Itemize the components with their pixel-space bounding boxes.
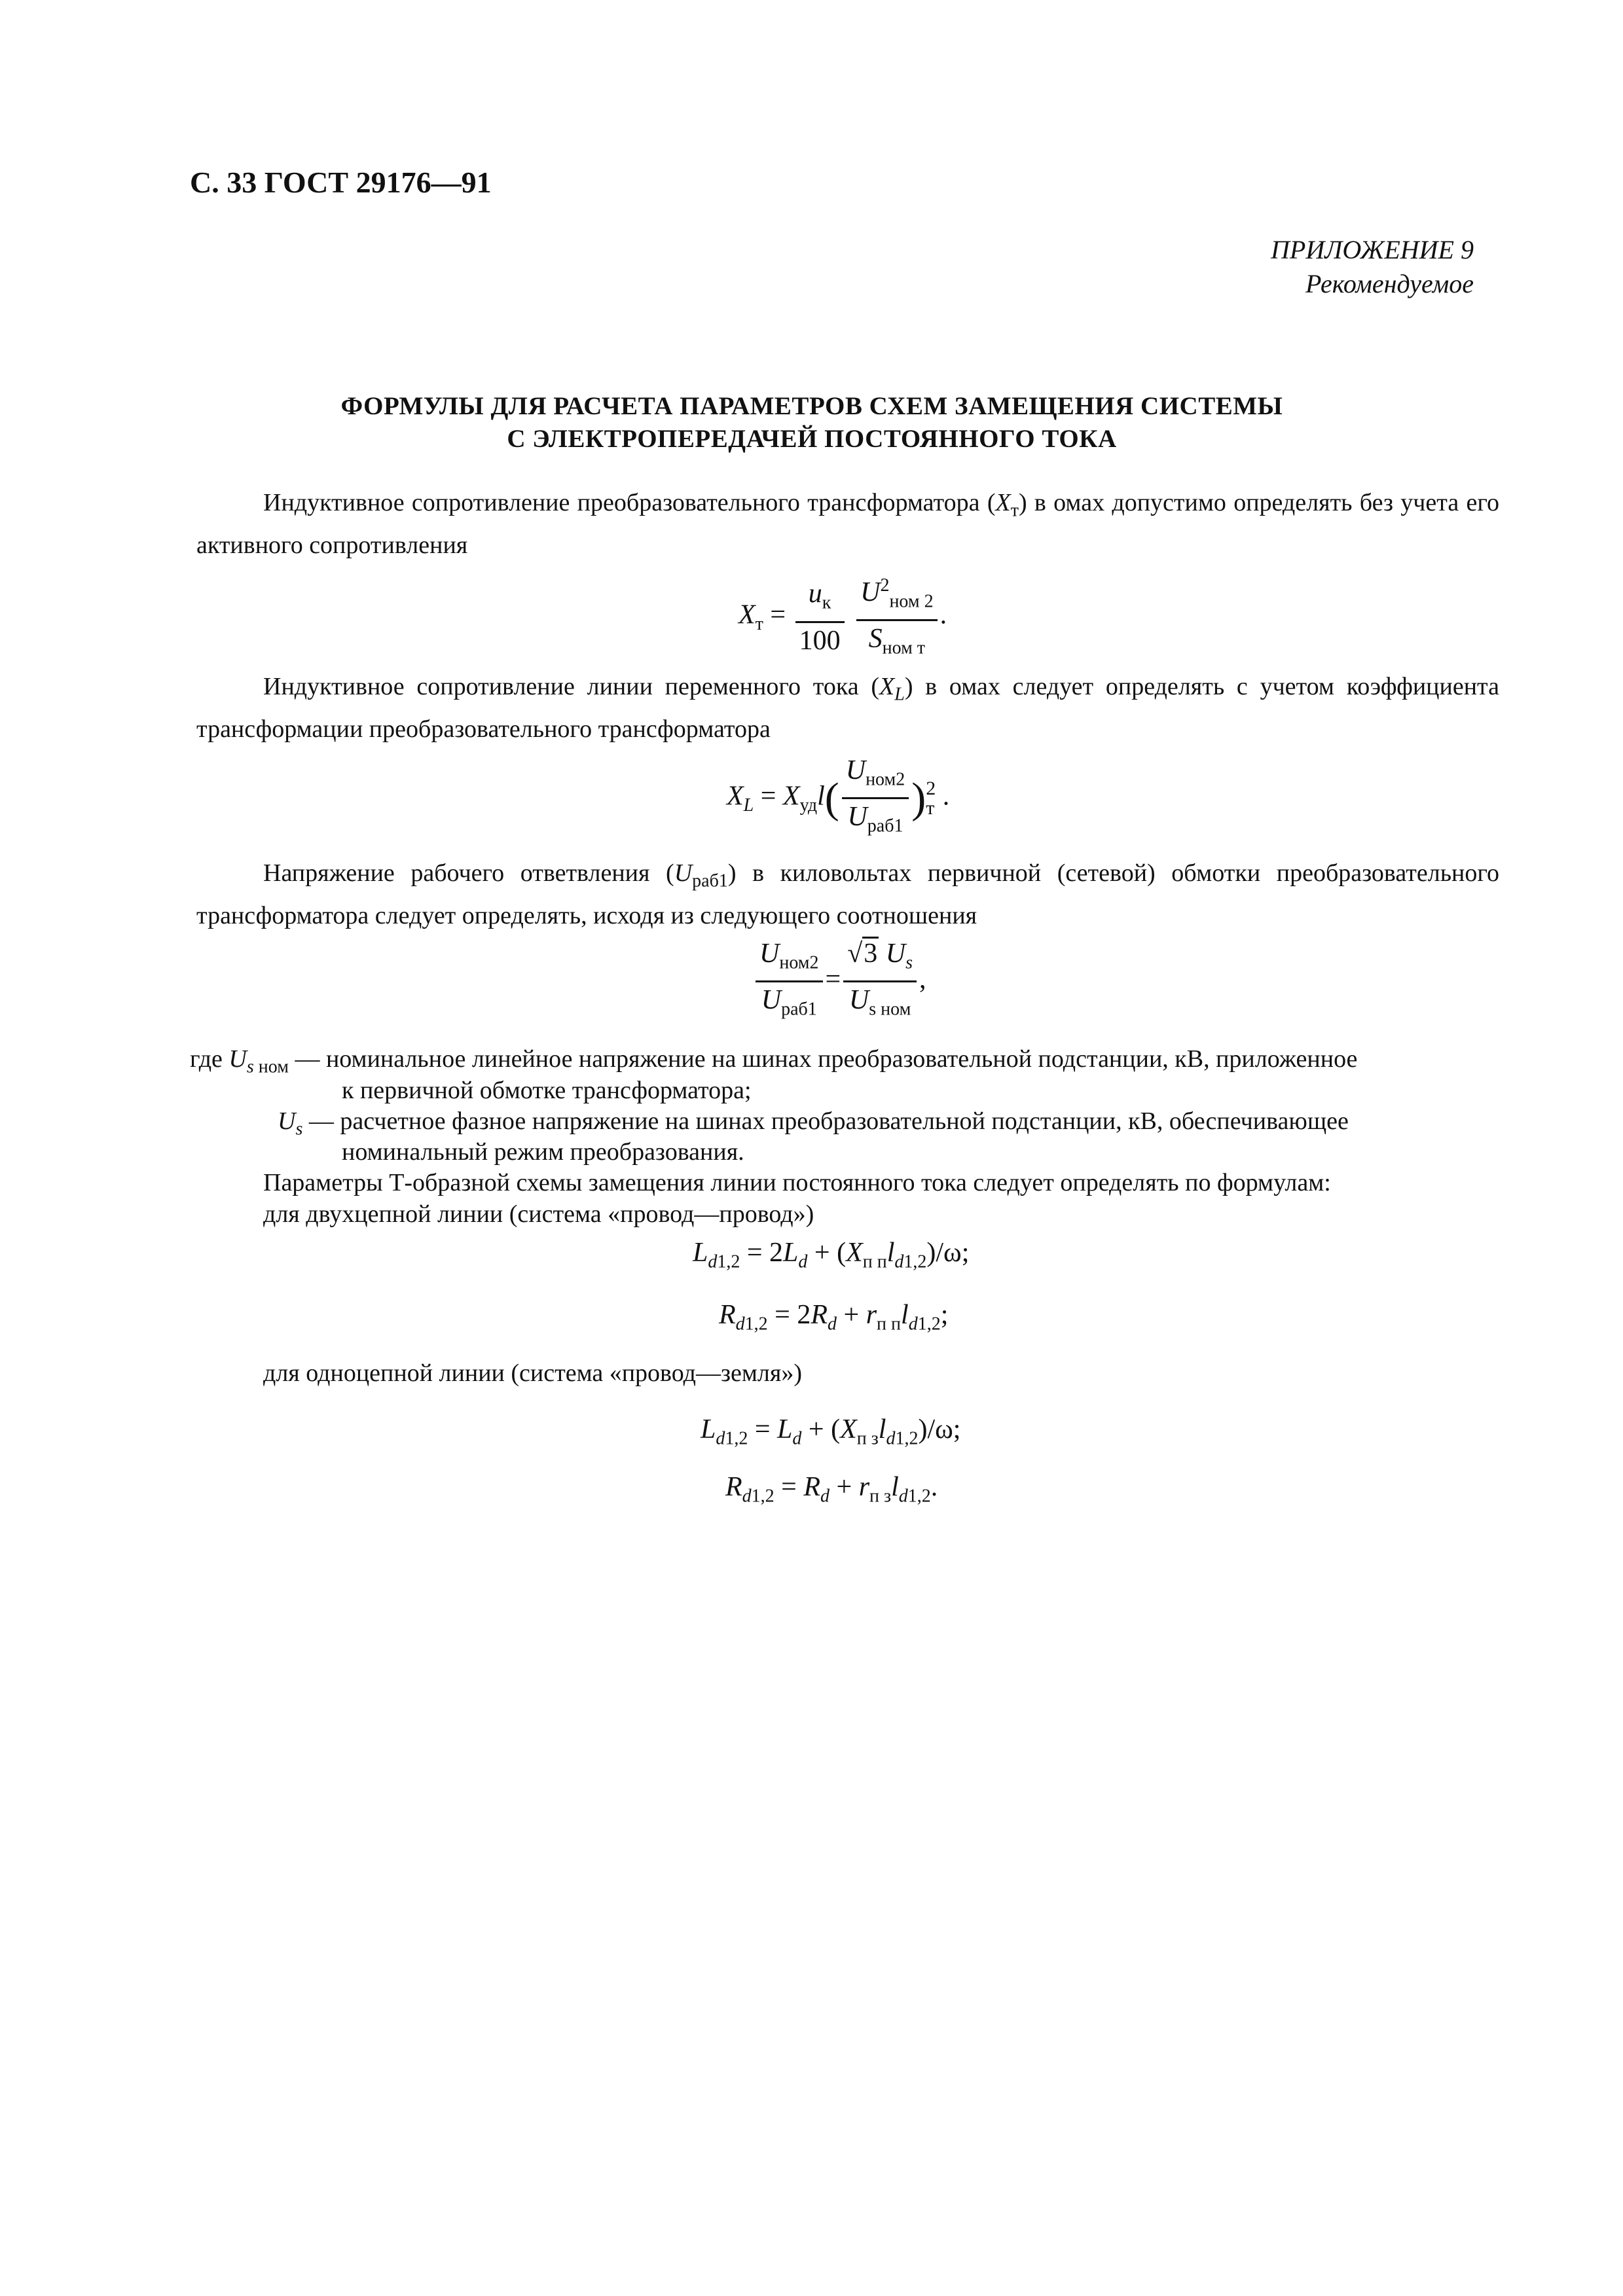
formula-line-reactance: $X_L = X_{уд}l$( $\frac{U_{ном2}}{U_{раб1}}$ ) 2 т . [727, 753, 949, 844]
fraction-voltage-power: $\frac{U^2_{ном 2}}{S_{ном т}}$ [856, 568, 938, 666]
paragraph-t-scheme: Параметры Т-образной схемы замещения линии постоянного тока следует определять по формулам: [263, 1169, 1331, 1196]
formula-resistance-single: $R_{d1,2} = R_d + r_{п з}l_{d1,2}$. [725, 1472, 938, 1507]
annex-block [1271, 233, 1474, 301]
definition-us-nom-line1: где $U_{s ном}$ — номинальное линейное напряжение на шинах преобразовательной подстанции, кВ, приложенное [190, 1045, 1358, 1077]
document-title [196, 390, 1427, 456]
annex-status: Рекомендуемое [1305, 269, 1474, 298]
equals-sign: = [770, 600, 786, 630]
fraction-uk-100: $\frac{u_к}{100}$ [795, 576, 845, 658]
annex-label: ПРИЛОЖЕНИЕ 9 [1271, 235, 1474, 264]
title-line-1: ФОРМУЛЫ ДЛЯ РАСЧЕТА ПАРАМЕТРОВ СХЕМ ЗАМЕЩЕНИЯ СИСТЕМЫ [340, 392, 1283, 420]
paragraph-transformer-reactance: Индуктивное сопротивление преобразовательного трансформатора $(X_т)$ в омах допустимо определять без учета его активного сопротивления [196, 489, 1499, 559]
fraction-voltage-ratio: $\frac{U_{ном2}}{U_{раб1}}$ [842, 753, 909, 844]
title-line-2: С ЭЛЕКТРОПЕРЕДАЧЕЙ ПОСТОЯННОГО ТОКА [507, 425, 1117, 453]
definition-us-line2: номинальный режим преобразования. [342, 1138, 744, 1166]
paragraph-single-circuit: для одноцепной линии (система «провод—земля») [263, 1359, 802, 1387]
formula-inductance-double: $L_{d1,2} = 2L_d + (X_{п п}l_{d1,2})/\omega$; [693, 1238, 970, 1272]
paragraph-double-circuit: для двухцепной линии (система «провод—провод») [263, 1200, 814, 1228]
paragraph-tap-voltage: Напряжение рабочего ответвления $(U_{раб1})$ в киловольтах первичной (сетевой) обмотки преобразовательного трансформатора следует определять, исходя из следующего соотношения [196, 859, 1499, 929]
formula-voltage-relation: $\frac{U_{ном2}}{U_{раб1}}$ = $\frac{√3 U_s}{U_{s ном}}$ , [753, 936, 926, 1028]
fraction-phase-voltage: $\frac{√3 U_s}{U_{s ном}}$ [843, 936, 917, 1028]
definition-us-nom-line2: к первичной обмотке трансформатора; [342, 1077, 752, 1104]
fraction-voltage-ratio-2: $\frac{U_{ном2}}{U_{раб1}}$ [756, 936, 823, 1028]
paragraph-line-reactance: Индуктивное сопротивление линии переменного тока $(X_L)$ в омах следует определять с учетом коэффициента трансформации преобразовательного трансформатора [196, 673, 1499, 743]
formula-inductance-single: $L_{d1,2} = L_d + (X_{п з}l_{d1,2})/\omega$; [701, 1414, 961, 1449]
formula-resistance-double: $R_{d1,2} = 2R_d + r_{п п}l_{d1,2}$; [719, 1300, 949, 1335]
page-header: С. 33 ГОСТ 29176—91 [190, 166, 492, 199]
formula-transformer-reactance: $X_т$ = $\frac{u_к}{100}$ $\frac{U^2_{ном 2}}{S_{ном т}}$ . [739, 568, 947, 666]
definition-us-line1: $U_s$ — расчетное фазное напряжение на шинах преобразовательной подстанции, кВ, обеспечивающее [278, 1107, 1349, 1139]
